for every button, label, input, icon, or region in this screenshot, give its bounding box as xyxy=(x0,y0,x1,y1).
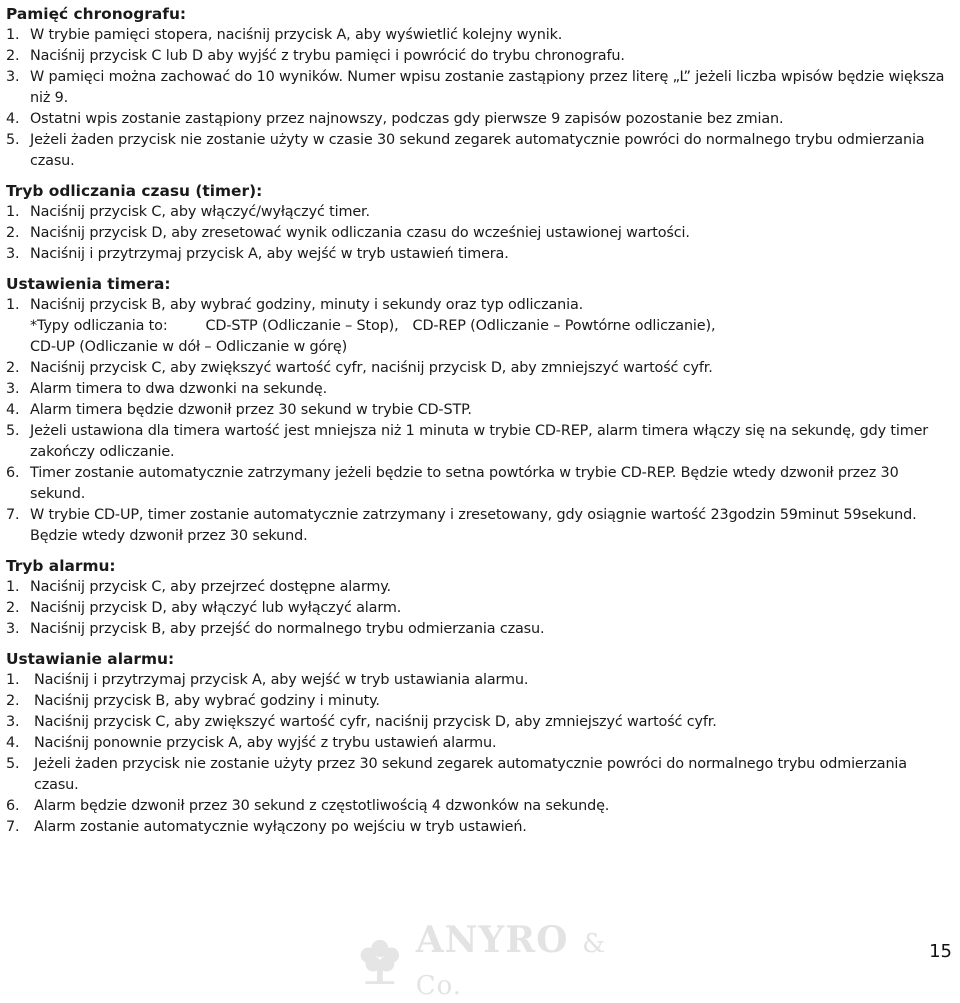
item-text: Alarm timera to dwa dzwonki na sekundę. xyxy=(30,381,328,397)
list-item xyxy=(6,421,954,463)
item-text: Jeżeli żaden przycisk nie zostanie użyty w czasie 30 sekund zegarek automatycznie powróci do normalnego trybu odmierzania czasu. xyxy=(30,132,925,169)
item-text: Naciśnij przycisk C, aby zwiększyć wartość cyfr, naciśnij przycisk D, aby zmniejszyć wartość cyfr. xyxy=(34,714,717,730)
list-item xyxy=(6,244,954,265)
item-number: 2. xyxy=(6,48,20,64)
instruction-list xyxy=(6,670,954,838)
item-number: 3. xyxy=(6,381,20,397)
item-text: Naciśnij i przytrzymaj przycisk A, aby wejść w tryb ustawiania alarmu. xyxy=(34,672,529,688)
list-item xyxy=(6,817,954,838)
watermark-text: ANYRO & Co. xyxy=(415,919,607,1001)
item-number: 6. xyxy=(6,465,20,481)
list-item xyxy=(6,46,954,67)
item-number: 5. xyxy=(6,132,20,148)
item-text: Naciśnij przycisk C, aby zwiększyć wartość cyfr, naciśnij przycisk D, aby zmniejszyć wartość cyfr. xyxy=(30,360,713,376)
item-number: 2. xyxy=(6,225,20,241)
item-text: Naciśnij przycisk D, aby zresetować wynik odliczania czasu do wcześniej ustawionej wartości. xyxy=(30,225,690,241)
list-item xyxy=(6,25,954,46)
list-item xyxy=(6,130,954,172)
item-text: Naciśnij ponownie przycisk A, aby wyjść z trybu ustawień alarmu. xyxy=(34,735,497,751)
manual-page xyxy=(6,4,954,838)
tree-logo-icon xyxy=(352,934,408,988)
item-number: 5. xyxy=(6,423,20,439)
item-text: Naciśnij przycisk B, aby wybrać godziny, minuty i sekundy oraz typ odliczania. xyxy=(30,297,584,313)
list-item xyxy=(6,505,954,547)
list-item xyxy=(6,670,954,691)
item-text: Naciśnij przycisk B, aby przejść do normalnego trybu odmierzania czasu. xyxy=(30,621,545,637)
item-number: 4. xyxy=(6,402,20,418)
instruction-list xyxy=(6,25,954,172)
item-number: 7. xyxy=(6,507,20,523)
item-text: Naciśnij przycisk C, aby przejrzeć dostępne alarmy. xyxy=(30,579,391,595)
item-text: Timer zostanie automatycznie zatrzymany jeżeli będzie to setna powtórka w trybie CD-REP. Będzie wtedy dzwonił przez 30 sekund. xyxy=(30,465,899,502)
section-title: Ustawianie alarmu: xyxy=(6,650,175,668)
countdown-type-up: CD-UP (Odliczanie w dół – Odliczanie w górę) xyxy=(30,339,348,355)
item-text: W trybie pamięci stopera, naciśnij przycisk A, aby wyświetlić kolejny wynik. xyxy=(30,27,563,43)
item-text: Alarm zostanie automatycznie wyłączony po wejściu w tryb ustawień. xyxy=(34,819,527,835)
item-text: Jeżeli ustawiona dla timera wartość jest mniejsza niż 1 minuta w trybie CD-REP, alarm timera włączy się na sekundę, gdy timer zakończy odliczanie. xyxy=(30,423,929,460)
instruction-list xyxy=(6,202,954,265)
section-alarm-mode xyxy=(6,556,954,640)
instruction-list xyxy=(6,577,954,640)
list-item xyxy=(6,379,954,400)
item-number: 1. xyxy=(6,579,20,595)
item-number: 5. xyxy=(6,756,20,772)
item-text: W trybie CD-UP, timer zostanie automatycznie zatrzymany i zresetowany, gdy osiągnie wartość 23godzin 59minut 59sekund. Będzie wtedy dzwonił przez 30 sekund. xyxy=(30,507,917,544)
item-text: W pamięci można zachować do 10 wyników. Numer wpisu zostanie zastąpiony przez literę „L” jeżeli liczba wpisów będzie większa niż 9. xyxy=(30,69,945,106)
item-number: 3. xyxy=(6,246,20,262)
item-text: Naciśnij przycisk D, aby włączyć lub wyłączyć alarm. xyxy=(30,600,402,616)
item-number: 2. xyxy=(6,693,20,709)
instruction-list xyxy=(6,295,954,547)
list-item xyxy=(6,598,954,619)
list-item xyxy=(6,712,954,733)
item-number: 1. xyxy=(6,672,20,688)
list-item xyxy=(6,295,954,316)
item-text: Naciśnij przycisk C lub D aby wyjść z trybu pamięci i powrócić do trybu chronografu. xyxy=(30,48,625,64)
section-title: Tryb alarmu: xyxy=(6,557,116,575)
countdown-types-note xyxy=(6,316,954,358)
section-title: Pamięć chronografu: xyxy=(6,5,187,23)
countdown-type-repeat: CD-REP (Odliczanie – Powtórne odliczanie), xyxy=(412,318,716,334)
list-item xyxy=(6,400,954,421)
item-text: Alarm timera będzie dzwonił przez 30 sekund w trybie CD-STP. xyxy=(30,402,472,418)
item-text: Naciśnij przycisk B, aby wybrać godziny i minuty. xyxy=(34,693,380,709)
note-label: *Typy odliczania to: xyxy=(30,318,168,334)
section-chronograph-memory xyxy=(6,4,954,172)
item-number: 1. xyxy=(6,297,20,313)
list-item xyxy=(6,202,954,223)
list-item xyxy=(6,691,954,712)
list-item xyxy=(6,754,954,796)
brand-watermark xyxy=(352,919,652,1001)
item-number: 2. xyxy=(6,360,20,376)
list-item xyxy=(6,67,954,109)
list-item xyxy=(6,358,954,379)
list-item xyxy=(6,109,954,130)
list-item xyxy=(6,223,954,244)
item-text: Ostatni wpis zostanie zastąpiony przez najnowszy, podczas gdy pierwsze 9 zapisów pozostanie bez zmian. xyxy=(30,111,784,127)
item-number: 3. xyxy=(6,621,20,637)
item-text: Naciśnij i przytrzymaj przycisk A, aby wejść w tryb ustawień timera. xyxy=(30,246,509,262)
list-item xyxy=(6,619,954,640)
section-timer-settings xyxy=(6,274,954,547)
item-text: Alarm będzie dzwonił przez 30 sekund z częstotliwością 4 dzwonków na sekundę. xyxy=(34,798,610,814)
section-timer-mode xyxy=(6,181,954,265)
item-number: 1. xyxy=(6,204,20,220)
item-number: 1. xyxy=(6,27,20,43)
item-number: 3. xyxy=(6,714,20,730)
item-number: 2. xyxy=(6,600,20,616)
section-alarm-setting xyxy=(6,649,954,838)
list-item xyxy=(6,796,954,817)
page-number: 15 xyxy=(929,941,952,962)
item-text: Naciśnij przycisk C, aby włączyć/wyłączyć timer. xyxy=(30,204,370,220)
list-item xyxy=(6,463,954,505)
item-number: 6. xyxy=(6,798,20,814)
item-number: 7. xyxy=(6,819,20,835)
section-title: Tryb odliczania czasu (timer): xyxy=(6,182,263,200)
section-title: Ustawienia timera: xyxy=(6,275,171,293)
countdown-type-stop: CD-STP (Odliczanie – Stop), xyxy=(205,318,399,334)
item-text: Jeżeli żaden przycisk nie zostanie użyty przez 30 sekund zegarek automatycznie powróci do normalnego trybu odmierzania czasu. xyxy=(34,756,907,793)
list-item xyxy=(6,577,954,598)
list-item xyxy=(6,733,954,754)
item-number: 3. xyxy=(6,69,20,85)
item-number: 4. xyxy=(6,735,20,751)
item-number: 4. xyxy=(6,111,20,127)
